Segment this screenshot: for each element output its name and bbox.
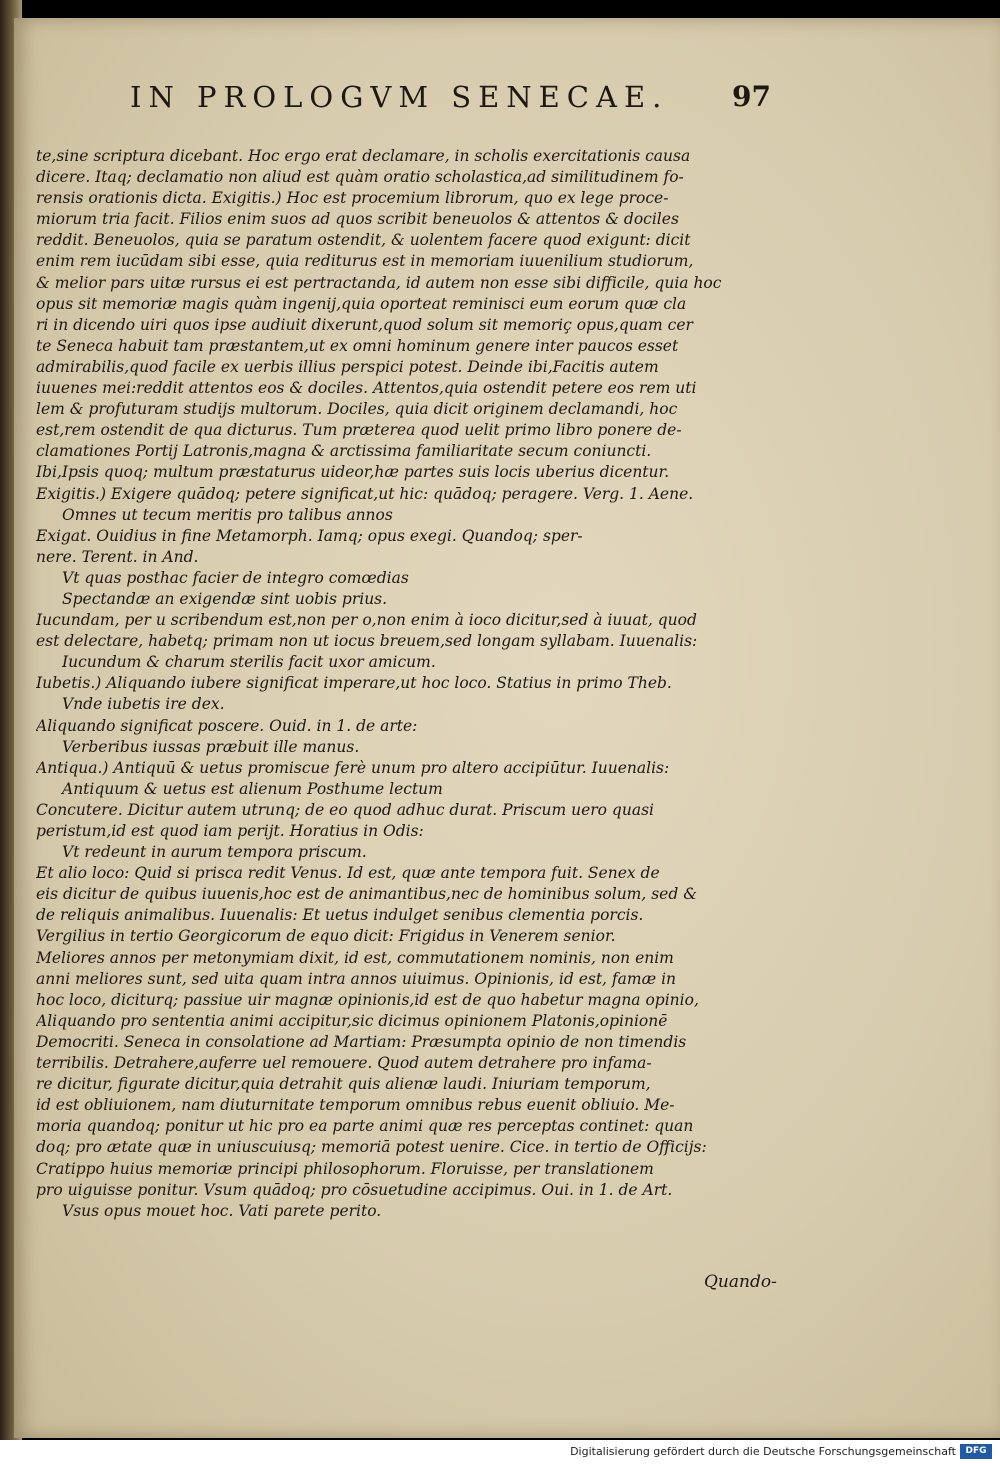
text-line: re dicitur, figurate dicitur,quia detrahit quis alienæ laudi. Iniuriam temporum, xyxy=(36,1075,651,1094)
text-line: Vnde iubetis ire dex. xyxy=(62,695,225,714)
funding-credit: Digitalisierung gefördert durch die Deutsche Forschungsgemeinschaft xyxy=(570,1445,956,1458)
text-line: admirabilis,quod facile ex uerbis illius perspici potest. Deinde ibi,Facitis autem xyxy=(36,357,659,376)
text-line: dicere. Itaq; declamatio non aliud est quàm oratio scholastica,ad similitudinem fo- xyxy=(36,168,684,187)
book-page xyxy=(14,18,1000,1438)
text-line: rensis orationis dicta. Exigitis.) Hoc est procemium librorum, quo ex lege proce- xyxy=(36,189,669,208)
text-line: peristum,id est quod iam perijt. Horatius in Odis: xyxy=(36,822,424,840)
text-line: Antiqua.) Antiquū & uetus promiscue ferè unum pro altero accipiūtur. Iuuenalis: xyxy=(36,758,670,777)
text-line: anni meliores sunt, sed uita quam intra annos uiuimus. Opinionis, id est, famæ in xyxy=(36,969,677,988)
text-line: Meliores annos per metonymiam dixit, id est, commutationem nominis, non enim xyxy=(36,948,674,967)
text-line: ri in dicendo uiri quos ipse audiuit dixerunt,quod solum sit memoriç opus,quam cer xyxy=(36,315,693,334)
text-line: Vsus opus mouet hoc. Vati parete perito. xyxy=(62,1201,382,1220)
text-line: terribilis. Detrahere,auferre uel remouere. Quod autem detrahere pro infama- xyxy=(36,1054,652,1073)
text-line: Omnes ut tecum meritis pro talibus annos xyxy=(62,505,393,524)
page-number: 97 xyxy=(732,80,771,113)
text-line: Vt quas posthac facier de integro comœdias xyxy=(62,568,409,587)
text-line: Vt redeunt in aurum tempora priscum. xyxy=(62,843,367,862)
text-line: Democriti. Seneca in consolatione ad Martiam: Præsumpta opinio de non timendis xyxy=(36,1032,687,1051)
text-line: Exigat. Ouidius in fine Metamorph. Iamq; opus exegi. Quandoq; sper- xyxy=(36,526,583,545)
text-line: Verberibus iussas præbuit ille manus. xyxy=(62,737,360,756)
text-line: & melior pars uitæ rursus ei est pertractanda, id autem non esse sibi difficile, quia hoc xyxy=(36,273,722,292)
text-line: Exigitis.) Exigere quādoq; petere significat,ut hic: quādoq; peragere. Verg. 1. Aene. xyxy=(36,484,694,503)
text-line: Ibi,Ipsis quoq; multum præstaturus uideor,hæ partes suis locis uberius dicentur. xyxy=(36,463,670,482)
catchword: Quando- xyxy=(704,1272,777,1292)
text-line: Iucundum & charum sterilis facit uxor amicum. xyxy=(62,653,436,672)
text-line: enim rem iucūdam sibi esse, quia rediturus est in memoriam iuuenilium studiorum, xyxy=(36,252,694,271)
text-line: moria quandoq; ponitur ut hic pro ea parte animi quæ res perceptas continet: quan xyxy=(36,1117,694,1136)
text-line: Cratippo huius memoriæ principi philosophorum. Floruisse, per translationem xyxy=(36,1159,654,1178)
text-line: Et alio loco: Quid si prisca redit Venus. Id est, quæ ante tempora fuit. Senex de xyxy=(36,864,660,883)
text-line: lem & profuturam studijs multorum. Dociles, quia dicit originem declamandi, hoc xyxy=(36,400,678,419)
text-line: Aliquando pro sententia animi accipitur,sic dicimus opinionem Platonis,opinionē xyxy=(36,1011,668,1030)
text-line: Vergilius in tertio Georgicorum de equo dicit: Frigidus in Venerem senior. xyxy=(36,927,616,946)
text-line: te Seneca habuit tam præstantem,ut ex omni hominum genere inter paucos esset xyxy=(36,336,679,355)
text-line: Iubetis.) Aliquando iubere significat imperare,ut hoc loco. Statius in primo Theb. xyxy=(36,674,672,693)
text-line: est,rem ostendit de qua dicturus. Tum præterea quod uelit primo libro ponere de- xyxy=(36,421,682,440)
running-title: IN PROLOGVM SENECAE. xyxy=(130,80,669,114)
text-line: est delectare, habetq; primam non ut iocus breuem,sed longam syllabam. Iuuenalis: xyxy=(36,632,698,651)
text-line: doq; pro ætate quæ in uniuscuiusq; memoriā potest uenire. Cice. in tertio de Officijs: xyxy=(36,1138,707,1157)
text-line: Aliquando significat poscere. Ouid. in 1. de arte: xyxy=(36,716,418,735)
body-text xyxy=(36,146,816,1222)
text-line: opus sit memoriæ magis quàm ingenij,quia oporteat reminisci eum eorum quæ cla xyxy=(36,294,687,313)
digitization-footer xyxy=(0,1440,1000,1464)
text-line: nere. Terent. in And. xyxy=(36,547,199,566)
dfg-logo-icon: DFG xyxy=(960,1444,992,1459)
running-head xyxy=(14,80,1000,140)
text-line: hoc loco, diciturq; passiue uir magnæ opinionis,id est de quo habetur magna opinio, xyxy=(36,990,699,1009)
text-line: clamationes Portij Latronis,magna & arctissima familiaritate secum coniuncti. xyxy=(36,442,652,461)
text-line: reddit. Beneuolos, quia se paratum ostendit, & uolentem facere quod exigunt: dicit xyxy=(36,231,691,250)
text-line: te,sine scriptura dicebant. Hoc ergo erat declamare, in scholis exercitationis causa xyxy=(36,147,691,165)
text-line: pro uiguisse ponitur. Vsum quādoq; pro cōsuetudine accipimus. Oui. in 1. de Art. xyxy=(36,1180,673,1199)
text-line: Concutere. Dicitur autem utrunq; de eo quod adhuc durat. Priscum uero quasi xyxy=(36,800,654,819)
text-line: id est obliuionem, nam diuturnitate temporum omnibus rebus euenit obliuio. Me- xyxy=(36,1096,675,1115)
text-line: Spectandæ an exigendæ sint uobis prius. xyxy=(62,589,388,608)
text-line: Iucundam, per u scribendum est,non per o,non enim à ioco dicitur,sed à iuuat, quod xyxy=(36,611,697,630)
text-line: eis dicitur de quibus iuuenis,hoc est de animantibus,nec de hominibus solum, sed & xyxy=(36,885,697,904)
text-line: miorum tria facit. Filios enim suos ad quos scribit beneuolos & attentos & dociles xyxy=(36,210,679,229)
text-line: iuuenes mei:reddit attentos eos & dociles. Attentos,quia ostendit petere eos rem uti xyxy=(36,379,697,398)
text-line: Antiquum & uetus est alienum Posthume lectum xyxy=(62,779,443,798)
text-line: de reliquis animalibus. Iuuenalis: Et uetus indulget senibus clementia porcis. xyxy=(36,906,644,925)
